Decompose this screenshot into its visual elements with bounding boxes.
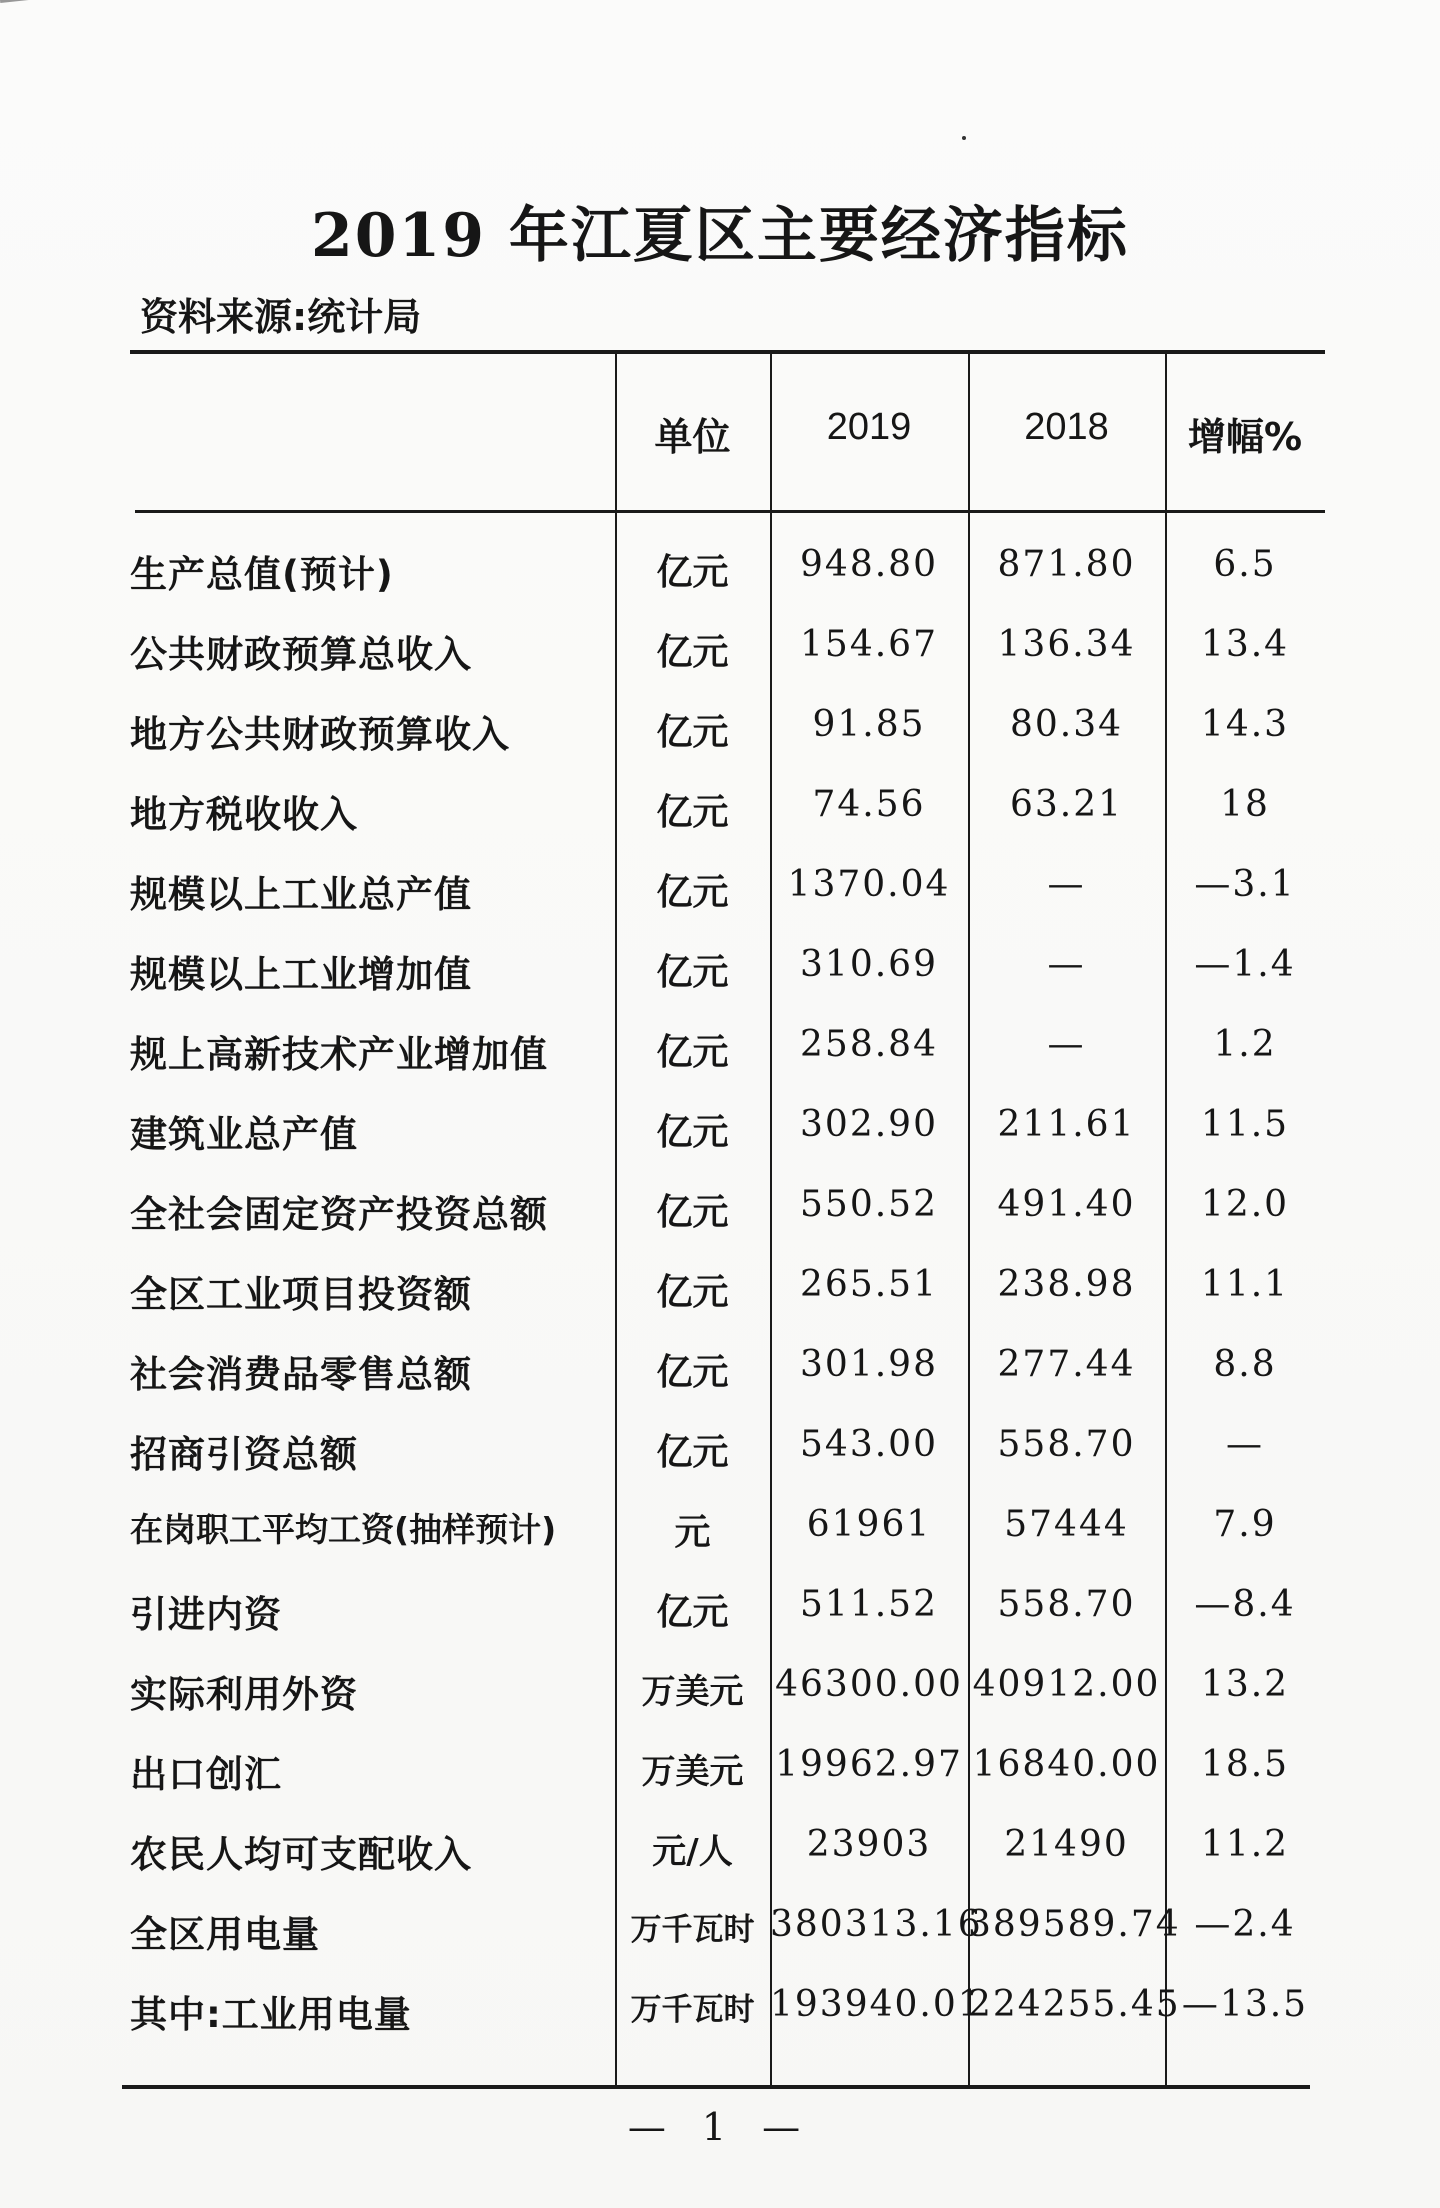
value-2018-cell: — <box>1047 864 1086 905</box>
table-row <box>130 1652 1325 1732</box>
value-2019-cell: 265.51 <box>800 1264 938 1305</box>
header-year-2018: 2018 <box>1024 406 1109 448</box>
value-2019-cell: 380313.16 <box>770 1904 983 1945</box>
change-cell: — <box>1226 1424 1264 1465</box>
change-cell: 13.4 <box>1200 624 1290 665</box>
change-cell: 18 <box>1220 784 1270 825</box>
unit-cell: 亿元 <box>656 712 729 753</box>
value-2019-cell: 23903 <box>806 1824 932 1865</box>
indicator-name: 建筑业总产值 <box>130 1113 358 1156</box>
value-2018-cell: 238.98 <box>997 1264 1136 1305</box>
unit-cell: 亿元 <box>656 872 729 913</box>
unit-cell: 亿元 <box>656 552 729 593</box>
change-cell: —13.5 <box>1181 1984 1309 2025</box>
change-cell: 11.2 <box>1200 1824 1290 1865</box>
change-cell: 14.3 <box>1200 704 1290 745</box>
value-2018-cell: 871.80 <box>997 544 1136 585</box>
indicator-name: 生产总值(预计) <box>130 553 394 596</box>
change-cell: 13.2 <box>1200 1664 1290 1705</box>
indicator-name: 地方税收收入 <box>130 793 358 836</box>
change-cell: 6.5 <box>1213 544 1277 585</box>
change-cell: 7.9 <box>1213 1504 1277 1545</box>
table-row <box>130 772 1325 852</box>
change-cell: —1.4 <box>1194 944 1296 985</box>
indicator-name: 全社会固定资产投资总额 <box>130 1193 548 1236</box>
indicator-name: 农民人均可支配收入 <box>130 1833 472 1876</box>
table-row <box>130 1732 1325 1812</box>
table-row <box>130 1252 1325 1332</box>
unit-cell: 元 <box>674 1512 711 1553</box>
value-2018-cell: 558.70 <box>997 1584 1136 1625</box>
change-cell: 1.2 <box>1213 1024 1277 1065</box>
value-2019-cell: 91.85 <box>812 704 926 745</box>
unit-cell: 亿元 <box>656 1192 729 1233</box>
header-year-2019: 2019 <box>826 406 912 448</box>
unit-cell: 亿元 <box>656 1432 729 1473</box>
header-unit: 单位 <box>654 415 731 459</box>
indicator-name: 在岗职工平均工资(抽样预计) <box>130 1510 557 1549</box>
value-2019-cell: 948.80 <box>800 544 938 585</box>
document-title: 2019 年江夏区主要经济指标 <box>311 201 1129 271</box>
unit-cell: 万千瓦时 <box>630 1912 755 1948</box>
indicator-name: 全区用电量 <box>130 1913 320 1956</box>
value-2019-cell: 550.52 <box>800 1184 938 1225</box>
table-bottom-rule <box>122 2085 1310 2089</box>
table-row <box>130 1412 1325 1492</box>
change-cell: —8.4 <box>1194 1584 1296 1625</box>
value-2018-cell: 21490 <box>1004 1824 1129 1865</box>
value-2019-cell: 511.52 <box>800 1584 938 1625</box>
value-2019-cell: 193940.01 <box>770 1984 983 2025</box>
value-2018-cell: 80.34 <box>1009 704 1124 745</box>
table-row <box>130 852 1325 932</box>
table-row <box>130 1572 1325 1652</box>
change-cell: —3.1 <box>1194 864 1296 905</box>
unit-cell: 元/人 <box>652 1832 733 1872</box>
indicator-name: 规模以上工业总产值 <box>130 873 472 916</box>
table-row <box>130 1892 1325 1972</box>
table-row <box>130 612 1325 692</box>
table-row <box>130 1332 1325 1412</box>
unit-cell: 亿元 <box>656 632 729 673</box>
value-2018-cell: 491.40 <box>997 1184 1136 1225</box>
value-2018-cell: 224255.45 <box>968 1984 1181 2025</box>
change-cell: 11.1 <box>1200 1264 1290 1305</box>
header-change-percent: 增幅% <box>1187 415 1303 459</box>
value-2019-cell: 301.98 <box>800 1344 938 1385</box>
table-row <box>130 1172 1325 1252</box>
scan-speck <box>962 136 966 140</box>
unit-cell: 亿元 <box>656 792 729 833</box>
value-2018-cell: — <box>1047 944 1086 985</box>
value-2018-cell: 389589.74 <box>968 1904 1181 1945</box>
table-row <box>130 692 1325 772</box>
value-2018-cell: 40912.00 <box>972 1664 1161 1705</box>
change-cell: 18.5 <box>1200 1744 1290 1785</box>
table-header-rule <box>135 510 1325 513</box>
value-2019-cell: 61961 <box>806 1504 932 1545</box>
indicator-name: 地方公共财政预算收入 <box>130 713 510 756</box>
value-2018-cell: 211.61 <box>997 1104 1136 1145</box>
unit-cell: 万美元 <box>641 1672 744 1712</box>
value-2019-cell: 302.90 <box>800 1104 938 1145</box>
table-row <box>130 1012 1325 1092</box>
table-row <box>130 1972 1325 2052</box>
change-cell: —2.4 <box>1194 1904 1296 1945</box>
value-2019-cell: 258.84 <box>800 1024 938 1065</box>
value-2018-cell: 558.70 <box>997 1424 1136 1465</box>
value-2018-cell: 63.21 <box>1009 784 1124 825</box>
change-cell: 12.0 <box>1200 1184 1290 1225</box>
change-cell: 8.8 <box>1213 1344 1277 1385</box>
value-2018-cell: 277.44 <box>997 1344 1136 1385</box>
scan-edge-mark <box>0 0 81 17</box>
value-2018-cell: — <box>1047 1024 1086 1065</box>
indicator-name: 规模以上工业增加值 <box>130 953 472 996</box>
indicator-name: 规上高新技术产业增加值 <box>130 1033 548 1076</box>
table-row <box>130 932 1325 1012</box>
value-2018-cell: 57444 <box>1004 1504 1129 1545</box>
value-2018-cell: 136.34 <box>997 624 1136 665</box>
value-2019-cell: 543.00 <box>800 1424 938 1465</box>
indicator-name: 其中:工业用电量 <box>130 1993 412 2036</box>
indicator-name: 出口创汇 <box>130 1753 282 1796</box>
value-2019-cell: 1370.04 <box>787 864 951 905</box>
change-cell: 11.5 <box>1200 1104 1290 1145</box>
value-2019-cell: 310.69 <box>800 944 938 985</box>
indicator-name: 全区工业项目投资额 <box>130 1273 472 1316</box>
indicator-name: 招商引资总额 <box>130 1433 358 1476</box>
table-body <box>130 532 1325 2052</box>
value-2019-cell: 46300.00 <box>775 1664 963 1705</box>
value-2019-cell: 19962.97 <box>775 1744 963 1785</box>
indicator-name: 社会消费品零售总额 <box>130 1353 472 1396</box>
indicator-name: 实际利用外资 <box>130 1673 358 1716</box>
indicator-name: 公共财政预算总收入 <box>130 633 472 676</box>
table-row <box>130 1812 1325 1892</box>
unit-cell: 亿元 <box>656 952 729 993</box>
value-2019-cell: 154.67 <box>800 624 938 665</box>
page-number: — 1 — <box>627 2105 813 2149</box>
data-source-note: 资料来源:统计局 <box>140 295 422 339</box>
unit-cell: 亿元 <box>656 1352 729 1393</box>
value-2019-cell: 74.56 <box>812 784 926 825</box>
unit-cell: 亿元 <box>656 1272 729 1313</box>
unit-cell: 万美元 <box>641 1752 744 1792</box>
unit-cell: 亿元 <box>656 1112 729 1153</box>
indicator-name: 引进内资 <box>130 1593 282 1636</box>
table-header-row <box>130 350 1325 510</box>
table-row <box>130 532 1325 612</box>
unit-cell: 万千瓦时 <box>630 1992 755 2028</box>
table-row <box>130 1492 1325 1572</box>
unit-cell: 亿元 <box>656 1032 729 1073</box>
value-2018-cell: 16840.00 <box>972 1744 1161 1785</box>
unit-cell: 亿元 <box>656 1592 729 1633</box>
table-row <box>130 1092 1325 1172</box>
